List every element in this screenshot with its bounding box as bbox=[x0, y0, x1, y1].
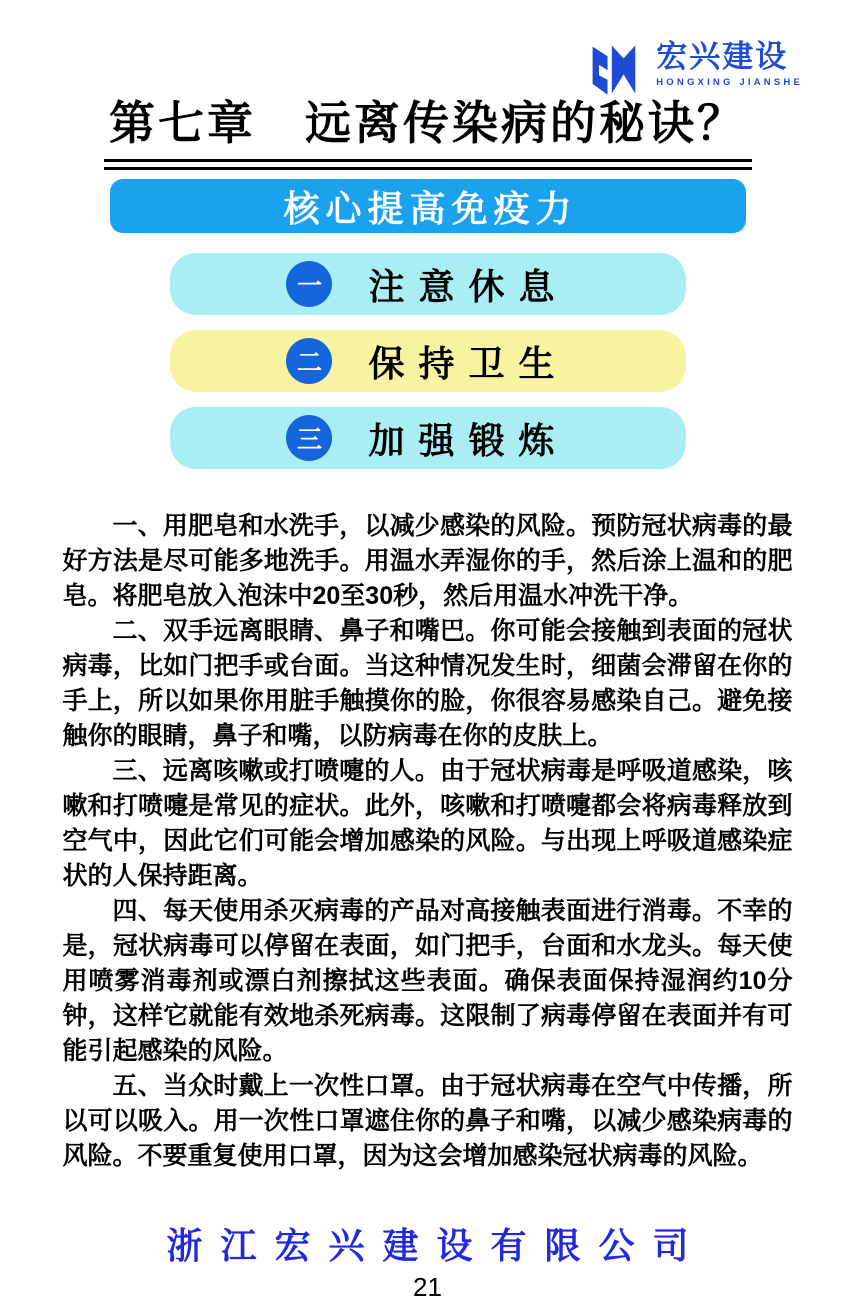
logo-mark-icon bbox=[583, 40, 647, 98]
core-banner bbox=[110, 179, 746, 233]
tip-number-badge: 二 bbox=[286, 338, 332, 384]
tip-label: 加强锻炼 bbox=[368, 419, 569, 461]
paragraph-1: 一、用肥皂和水洗手，以减少感染的风险。预防冠状病毒的最好方法是尽可能多地洗手。用温水弄湿你的手，然后涂上温和的肥皂。将肥皂放入泡沫中20至30秒，然后用温水冲洗干净。 bbox=[62, 512, 793, 611]
company-logo bbox=[583, 40, 803, 98]
tip-label: 保持卫生 bbox=[368, 342, 569, 384]
paragraph-4: 四、每天使用杀灭病毒的产品对高接触表面进行消毒。不幸的是，冠状病毒可以停留在表面，如门把手，台面和水龙头。每天使用喷雾消毒剂或漂白剂擦拭这些表面。确保表面保持湿润约10分钟，这样它就能有效地杀死病毒。这限制了病毒停留在表面并有可能引起感染的风险。 bbox=[62, 897, 793, 1066]
footer-company-name: 浙江宏兴建设有限公司 bbox=[166, 1225, 707, 1267]
logo-company-name-en: HONGXING JIANSHE bbox=[656, 77, 803, 89]
tip-pill-hygiene bbox=[170, 330, 686, 392]
body-text bbox=[63, 509, 793, 1174]
tip-number-badge: 三 bbox=[286, 415, 332, 461]
tip-label: 注意休息 bbox=[368, 265, 569, 307]
paragraph-3: 三、远离咳嗽或打喷嚏的人。由于冠状病毒是呼吸道感染，咳嗽和打喷嚏是常见的症状。此外，咳嗽和打喷嚏都会将病毒释放到空气中，因此它们可能会增加感染的风险。与出现上呼吸道感染症状的人保持距离。 bbox=[62, 757, 793, 891]
chapter-title: 第七章 远离传染病的秘诀？ bbox=[109, 97, 746, 149]
paragraph-2: 二、双手远离眼睛、鼻子和嘴巴。你可能会接触到表面的冠状病毒，比如门把手或台面。当这种情况发生时，细菌会滞留在你的手上，所以如果你用脏手触摸你的脸，你很容易感染自己。避免接触你的眼睛，鼻子和嘴，以防病毒在你的皮肤上。 bbox=[62, 617, 793, 751]
logo-company-name: 宏兴建设 bbox=[656, 39, 789, 74]
page-number: 21 bbox=[413, 1272, 442, 1303]
tip-number-badge: 一 bbox=[286, 261, 332, 307]
core-banner-label: 核心提高免疫力 bbox=[283, 187, 578, 229]
title-double-underline bbox=[104, 159, 752, 170]
tip-pill-exercise bbox=[170, 407, 686, 469]
logo-text bbox=[656, 40, 803, 88]
paragraph-5: 五、当众时戴上一次性口罩。由于冠状病毒在空气中传播，所以可以吸入。用一次性口罩遮住你的鼻子和嘴，以减少感染病毒的风险。不要重复使用口罩，因为这会增加感染冠状病毒的风险。 bbox=[62, 1072, 793, 1171]
tip-pill-rest bbox=[170, 253, 686, 315]
